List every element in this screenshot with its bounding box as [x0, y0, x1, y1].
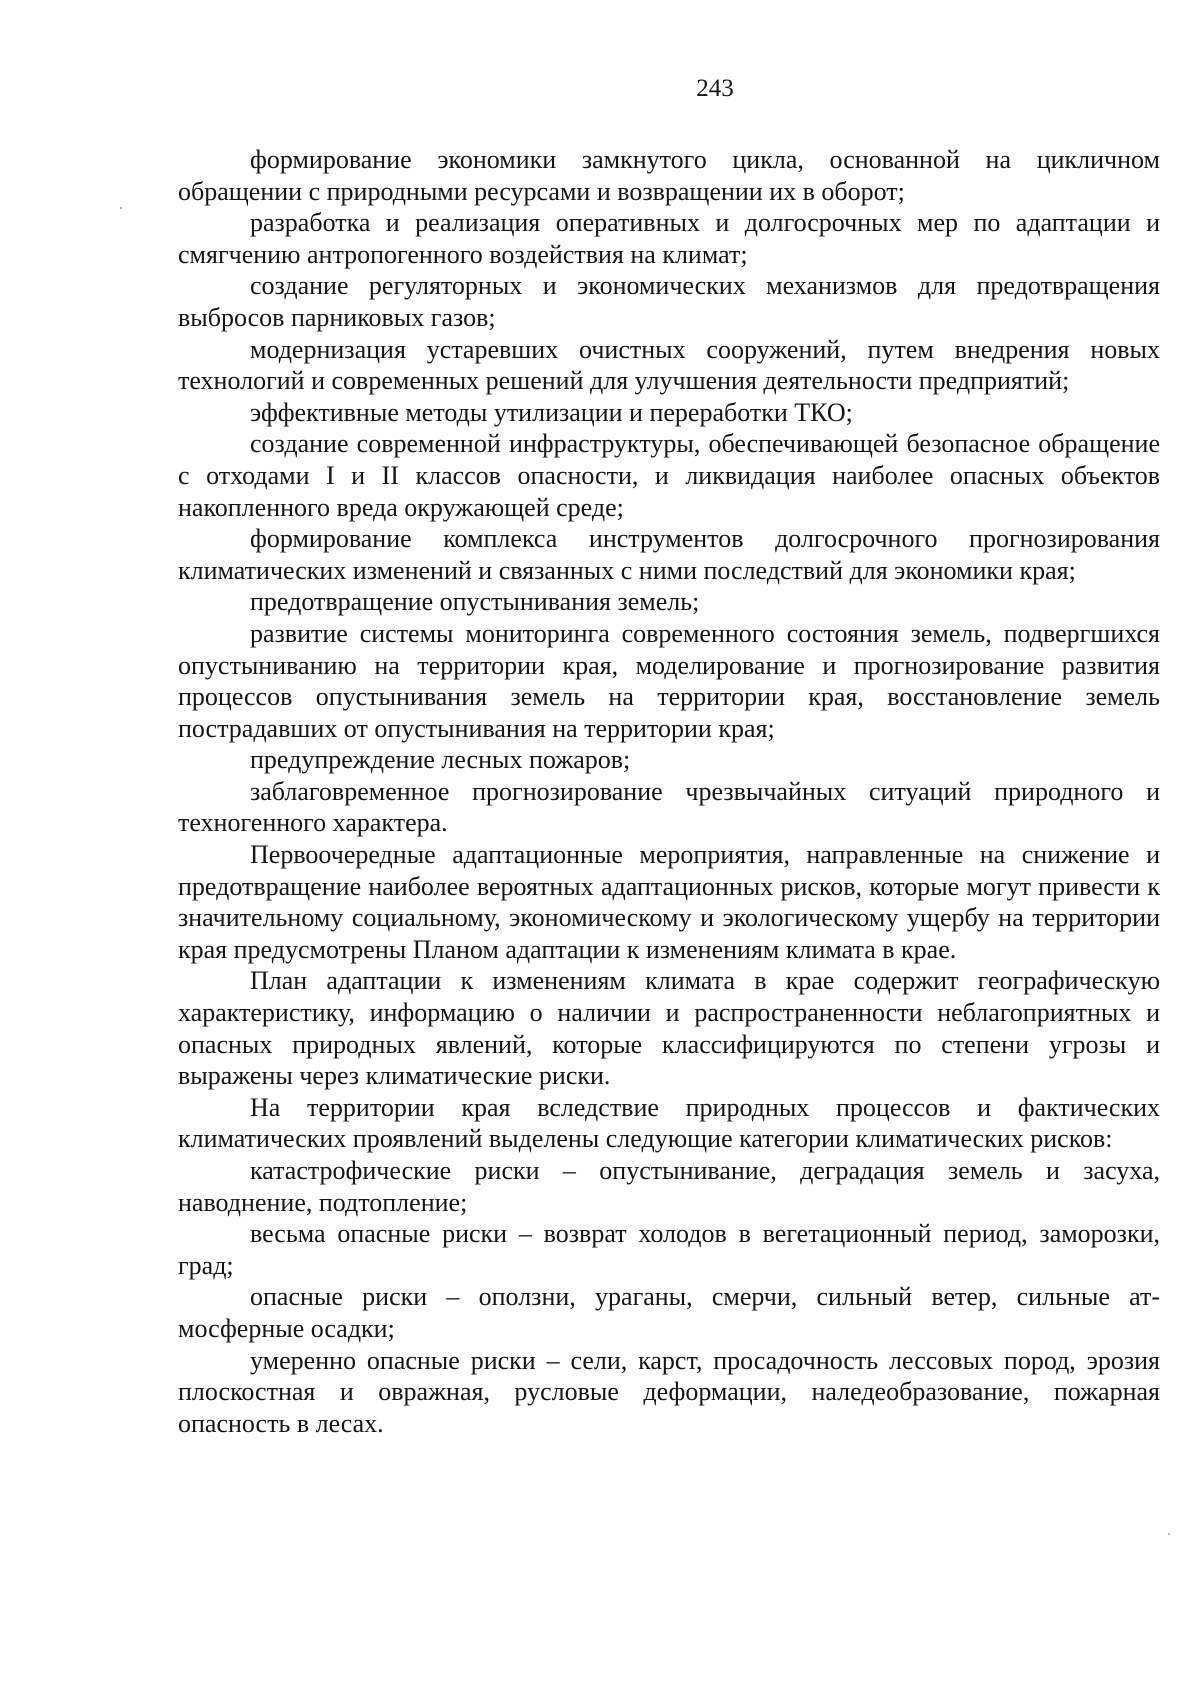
paragraph: заблаговременное прогнозирование чрезвычайных ситуаций природного и техногенного характера. — [178, 776, 1160, 838]
paragraph: опасные риски – оползни, ураганы, смерчи, сильный ветер, сильные атмосферные осадки; — [178, 1282, 1160, 1343]
paragraph: План адаптации к изменениям климата в крае содержит географическую характеристику, информацию о наличии и распространенности неблагоприятных и опасных природных явлений, которые классифицируются по степени угрозы и выражены через климатические риски. — [178, 966, 1160, 1091]
paragraph: формирование экономики замкнутого цикла, основанной на цикличном обращении с природными ресурсами и возвращении их в оборот; — [178, 145, 1160, 206]
paragraph: создание регуляторных и экономических механизмов для предотвращения выбросов парниковых газов; — [178, 271, 1160, 332]
paragraph: модернизация устаревших очистных сооружений, путем внедрения новых технологий и современных решений для улучшения деятельности предприятий; — [178, 334, 1160, 396]
paragraph: предотвращение опустынивания земель; — [250, 587, 700, 617]
paragraph: развитие системы мониторинга современного состояния земель, подвергшихся опустыниванию на территории края, моделирование и прогнозирование развития процессов опустынивания земель на территории края, восстановление земель пострадавших от опустынивания на территории края; — [178, 618, 1160, 743]
paragraph: весьма опасные риски – возврат холодов в вегетационный период, заморозки, град; — [178, 1219, 1160, 1280]
paragraph: эффективные методы утилизации и переработки ТКО; — [250, 397, 853, 427]
document-body — [178, 144, 1160, 1439]
paragraph: формирование комплекса инструментов долгосрочного прогнозирования климатических изменений и связанных с ними последствий для экономики края; — [178, 524, 1160, 585]
paragraph: разработка и реализация оперативных и долгосрочных мер по адаптации и смягчению антропогенного воздействия на климат; — [178, 208, 1160, 269]
page-number: 243 — [696, 75, 734, 102]
paragraph: умеренно опасные риски – сели, карст, просадочность лессовых пород, эрозия плоскостная и овражная, русловые деформации, наледеобразование, пожарная опасность в лесах. — [178, 1345, 1160, 1438]
paragraph: На территории края вследствие природных процессов и фактических климатических проявлений выделены следующие категории климатических рисков: — [178, 1092, 1160, 1154]
scan-speck — [1168, 1533, 1170, 1535]
paragraph: создание современной инфраструктуры, обеспечивающей безопасное обращение с отходами I и II классов опасности, и ликвидация наиболее опасных объектов накопленного вреда окружающей среде; — [178, 429, 1160, 522]
paragraph: катастрофические риски – опустынивание, деградация земель и засуха, наводнение, подтопление; — [178, 1156, 1160, 1217]
paragraph: предупреждение лесных пожаров; — [250, 745, 631, 775]
paragraph: Первоочередные адаптационные мероприятия, направленные на снижение и предотвращение наиболее вероятных адаптационных рисков, которые могут привести к значительному социальному, экономическому и экологическому ущербу на территории края предусмотрены Планом адаптации к изменениям климата в крае. — [178, 840, 1160, 964]
scan-speck — [120, 207, 122, 209]
